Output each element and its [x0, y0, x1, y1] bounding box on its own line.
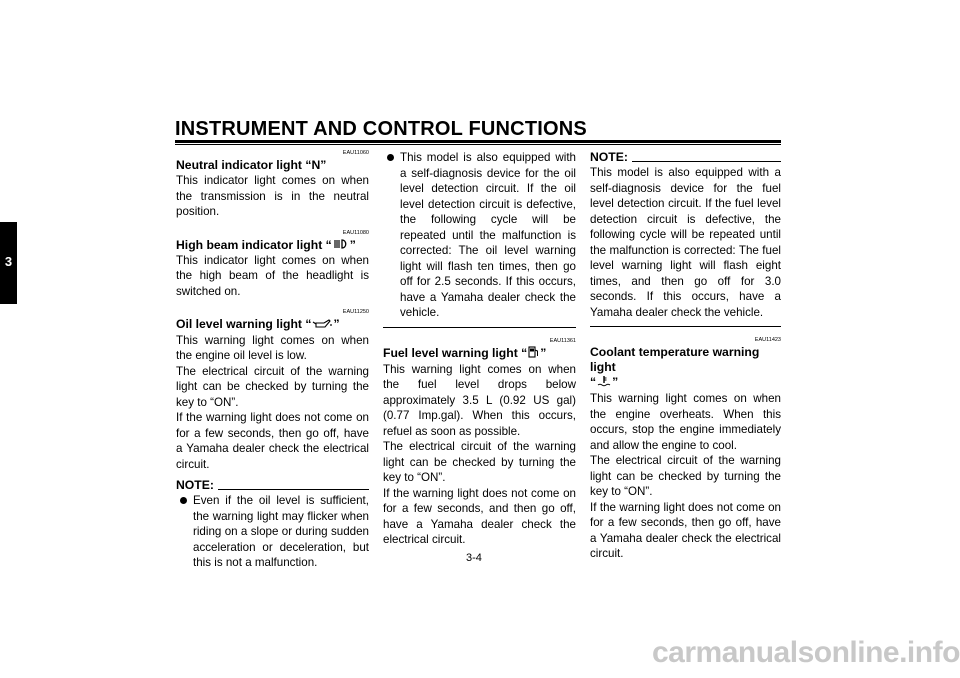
section-code: EAU11250	[342, 309, 369, 316]
note-heading	[590, 150, 781, 165]
high-beam-heading	[176, 238, 369, 253]
heading-text: Neutral indicator light “	[176, 158, 312, 172]
page-title: INSTRUMENT AND CONTROL FUNCTIONS	[175, 118, 587, 140]
coolant-text-2: The electrical circuit of the warning light can be checked by turning the key to “ON”.	[590, 454, 781, 498]
note-bullet-text: This model is also equipped with a self-diagnosis device for the oil level detection circuit. If the oil level detection circuit is defective, the following cycle will be repeated until the malfunction is corrected: The oil level warning light will flash ten times, then go off for 2.5 seconds. If this occurs, have a Yamaha dealer check the vehicle.	[400, 151, 576, 319]
high-beam-icon	[333, 238, 349, 253]
fuel-note-text: This model is also equipped with a self-diagnosis device for the fuel level detection circuit. If the fuel level detection circuit is defective, the following cycle will be repeated until the malfunction is corrected: The fuel level warning light will flash eight times, and then go off for 3.0 seconds. If this occurs, have a Yamaha dealer check the vehicle.	[590, 166, 781, 319]
oil-can-icon	[312, 318, 332, 333]
heading-text: Oil level warning light “	[176, 317, 312, 332]
high-beam-text: This indicator light comes on when the high beam of the headlight is switched on.	[176, 253, 369, 298]
header-rule	[175, 140, 781, 143]
note-heading	[176, 478, 369, 493]
fuel-level-heading	[383, 346, 576, 362]
section-code: EAU11361	[549, 337, 576, 344]
oil-level-text-3: If the warning light does not come on for a few seconds, then go off, have a Yamaha dealer check the electrical circuit.	[176, 411, 369, 471]
watermark: carmanualsonline.info	[652, 636, 960, 669]
neutral-indicator-heading	[176, 158, 369, 173]
heading-quote: “	[590, 375, 597, 390]
oil-level-text-1: This warning light comes on when the engine oil level is low.	[176, 333, 369, 363]
coolant-heading	[590, 345, 781, 391]
note-bullet	[176, 493, 369, 571]
page-number: 3-4	[466, 552, 482, 564]
fuel-level-text-3: If the warning light does not come on for a few seconds, and then go off, have a Yamaha dealer check the electrical circuit.	[383, 486, 576, 546]
heading-quote: ”	[320, 158, 327, 172]
oil-level-text-2: The electrical circuit of the warning light can be checked by turning the key to “ON”.	[176, 364, 369, 409]
heading-text: Fuel level warning light “	[383, 345, 528, 360]
chapter-tab-number: 3	[4, 254, 13, 269]
note-label: NOTE:	[590, 150, 628, 164]
heading-quote: ”	[612, 375, 619, 390]
section-code: EAU11080	[342, 229, 369, 236]
column-2	[383, 150, 576, 548]
fuel-pump-icon	[528, 346, 539, 362]
heading-quote: ”	[540, 345, 547, 360]
note-bullet	[383, 150, 576, 321]
heading-text: High beam indicator light “	[176, 237, 332, 252]
bullet-icon	[176, 493, 193, 571]
neutral-indicator-text: This indicator light comes on when the transmission is in the neutral position.	[176, 174, 369, 218]
header-rule-thin	[175, 144, 781, 145]
note-bullet-text: Even if the oil level is sufficient, the warning light may flicker when riding on a slope or during sudden acceleration or deceleration, but this is not a malfunction.	[193, 494, 369, 570]
fuel-level-text-1: This warning light comes on when the fuel level drops below approximately 3.5 L (0.92 US gal) (0.77 Imp.gal). When this occurs, refuel as soon as possible.	[383, 362, 576, 438]
section-code: EAU11423	[754, 337, 781, 343]
heading-quote: ”	[333, 317, 340, 332]
fuel-level-text-2: The electrical circuit of the warning light can be checked by turning the key to “ON”.	[383, 440, 576, 484]
coolant-temperature-icon	[597, 375, 611, 391]
column-3	[590, 150, 781, 562]
bullet-icon	[383, 150, 400, 321]
oil-level-heading	[176, 317, 369, 332]
heading-text: Coolant temperature warning light	[590, 345, 760, 374]
column-1	[176, 150, 369, 571]
heading-quote: ”	[349, 237, 356, 252]
coolant-text-3: If the warning light does not come on for a few seconds, then go off, have a Yamaha dealer check the electrical circuit.	[590, 500, 781, 560]
neutral-symbol: N	[311, 158, 321, 172]
note-label: NOTE:	[176, 478, 214, 493]
section-code: EAU11060	[342, 150, 369, 156]
coolant-text-1: This warning light comes on when the engine overheats. When this occurs, stop the engine immediately and allow the engine to cool.	[590, 392, 781, 452]
